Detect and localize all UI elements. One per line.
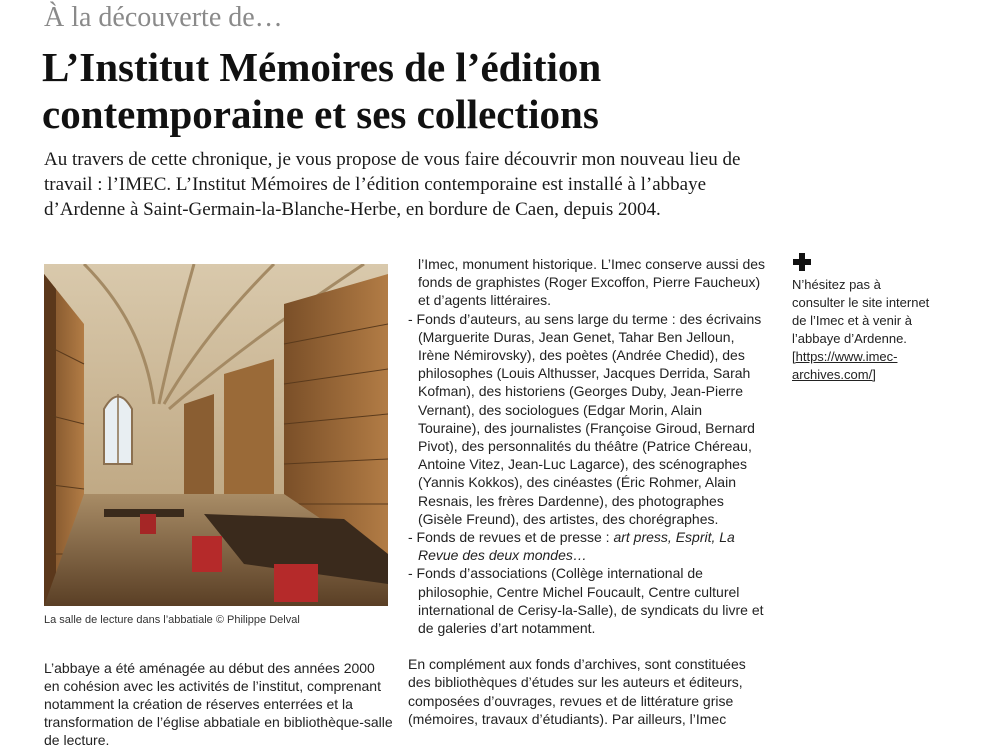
reviews-titles: art press, Esprit, La Revue des deux mondes… — [418, 529, 735, 564]
middle-column — [408, 255, 766, 728]
plus-icon — [792, 252, 812, 272]
list-item-authors: - Fonds d’auteurs, au sens large du terme : des écrivains (Marguerite Duras, Jean Genet, Tahar Ben Jelloun, Irène Némirovsky), des poètes (Andrée Chedid), des philosophes (Louis Althusser, Jacques Derrida, Sarah Kofman), des historiens (Georges Duby, Jean-Pierre Vernant), des sociologues (Edgar Morin, Alain Touraine), des journalistes (Françoise Giroud, Bernard Pivot), des personnalités du théâtre (Patrice Chéreau, Antoine Vitez, Jean-Luc Lagarce), des scénographes (Yannis Kokkos), des cinéastes (Éric Rohmer, Alain Resnais, les frères Dardenne), des photographes (Gisèle Freund), des artistes, des chorégraphes. — [408, 310, 762, 527]
list-item-associations: - Fonds d’associations (Collège international de philosophie, Centre Michel Foucault, Centre culturel international de Cerisy-la-Salle), de syndicats du livre et de galeries d’art notamment. — [408, 565, 764, 637]
sidebar-note — [792, 252, 932, 384]
imec-website-link[interactable]: [https://www.imec-archives.com/] — [792, 349, 898, 382]
section-kicker: À la découverte de… — [44, 2, 283, 33]
article-intro: Au travers de cette chronique, je vous propose de vous faire découvrir mon nouveau lieu de travail : l’IMEC. L’Institut Mémoires de l’édition contemporaine est installé à l’abbaye d’Ardenne à Saint-Germain-la-Blanche-Herbe, en bordure de Caen, depuis 2004. — [44, 149, 741, 220]
photo-caption: La salle de lecture dans l’abbatiale © Philippe Delval — [44, 614, 300, 626]
sidebar-text: N’hésitez pas à consulter le site internet de l’Imec et à venir à l’abbaye d’Ardenne. — [792, 277, 930, 346]
article-title: L’Institut Mémoires de l’édition contemporaine et ses collections — [42, 44, 602, 137]
left-column-paragraph: L’abbaye a été aménagée au début des années 2000 en cohésion avec les activités de l’institut, comprenant notamment la création de réserves enterrées et la transformation de l’église abbatiale en bibliothèque-salle de lecture. — [44, 660, 393, 748]
closing-paragraph: En complément aux fonds d’archives, sont constituées des bibliothèques d’études sur les auteurs et éditeurs, composées d’ouvrages, revues et de littérature grise (mémoires, travaux d’étudiants). Par ailleurs, l’Imec — [408, 656, 746, 727]
reading-room-photo — [44, 264, 388, 606]
list-item-reviews — [408, 528, 766, 564]
continuation-paragraph: l’Imec, monument historique. L’Imec conserve aussi des fonds de graphistes (Roger Excoffon, Pierre Faucheux) et d’agents littéraires. — [418, 256, 766, 309]
reviews-prefix: - Fonds de revues et de presse : — [408, 529, 614, 546]
